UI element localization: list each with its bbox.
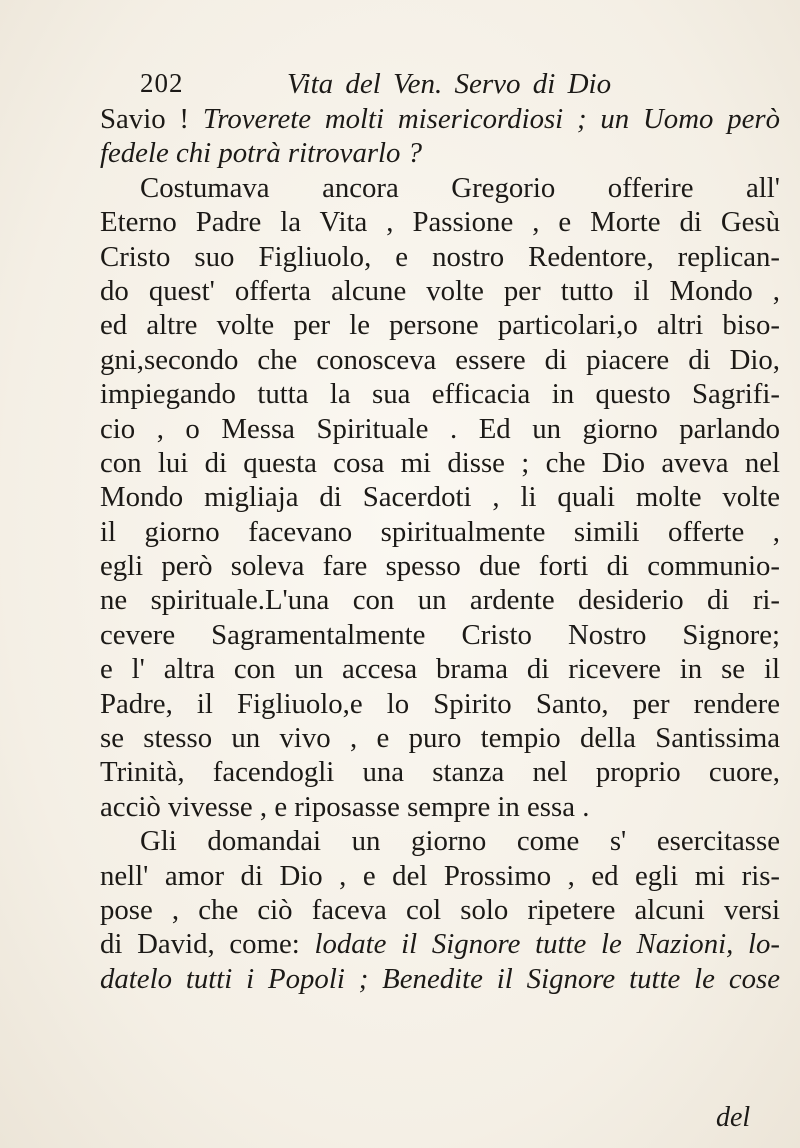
text-line: Trinità, facendogli una stanza nel proprio cuore, (100, 756, 780, 789)
text-line: Cristo suo Figliuolo, e nostro Redentore, replican- (100, 240, 780, 273)
body-text (100, 102, 780, 996)
text-line: egli però soleva fare spesso due forti di communio- (100, 550, 780, 583)
text-line: pose , che ciò faceva col solo ripetere alcuni versi (100, 893, 780, 926)
text-line: cio , o Messa Spirituale . Ed un giorno parlando (100, 412, 780, 445)
italic-quote: lodate il Signore tutte le Nazioni, lo- (314, 928, 781, 961)
text-line: il giorno facevano spiritualmente simili offerte , (100, 515, 780, 548)
text-line: datelo tutti i Popoli ; Benedite il Signore tutte le cose (100, 962, 780, 995)
page-number: 202 (140, 68, 184, 98)
italic-quote: Troverete molti misericordiosi ; un Uomo però (202, 103, 780, 135)
running-title: Vita del Ven. Servo di Dio (287, 68, 612, 100)
text-line: fedele chi potrà ritrovarlo ? (100, 137, 423, 170)
text-line (100, 102, 780, 136)
text-line: Mondo migliaja di Sacerdoti , li quali molte volte (100, 481, 780, 514)
text-line: e l' altra con un accesa brama di ricevere in se il (100, 653, 780, 686)
text-span: di David, come: (100, 928, 315, 961)
paragraph-end: acciò vivesse , e riposasse sempre in essa . (100, 790, 590, 823)
text-line: impiegando tutta la sua efficacia in questo Sagrifi- (100, 378, 780, 411)
text-line: nell' amor di Dio , e del Prossimo , ed egli mi ris- (100, 859, 780, 892)
text-line: do quest' offerta alcune volte per tutto il Mondo , (100, 274, 780, 307)
text-span: Savio ! (100, 103, 203, 135)
text-line (100, 927, 780, 961)
text-line: gni,secondo che conosceva essere di piacere di Dio, (100, 343, 780, 376)
text-line: se stesso un vivo , e puro tempio della Santissima (100, 722, 780, 755)
text-line: con lui di questa cosa mi disse ; che Dio aveva nel (100, 446, 780, 479)
paragraph-start: Costumava ancora Gregorio offerire all' (140, 171, 780, 204)
text-line: Padre, il Figliuolo,e lo Spirito Santo, per rendere (100, 687, 780, 720)
text-line: ne spirituale.L'una con un ardente desiderio di ri- (100, 584, 780, 617)
text-line: cevere Sagramentalmente Cristo Nostro Signore; (100, 618, 780, 651)
paragraph-start: Gli domandai un giorno come s' esercitasse (140, 825, 780, 858)
catchword: del (716, 1102, 751, 1133)
text-line: Eterno Padre la Vita , Passione , e Morte di Gesù (100, 206, 780, 239)
text-line: ed altre volte per le persone particolari,o altri biso- (100, 309, 780, 342)
